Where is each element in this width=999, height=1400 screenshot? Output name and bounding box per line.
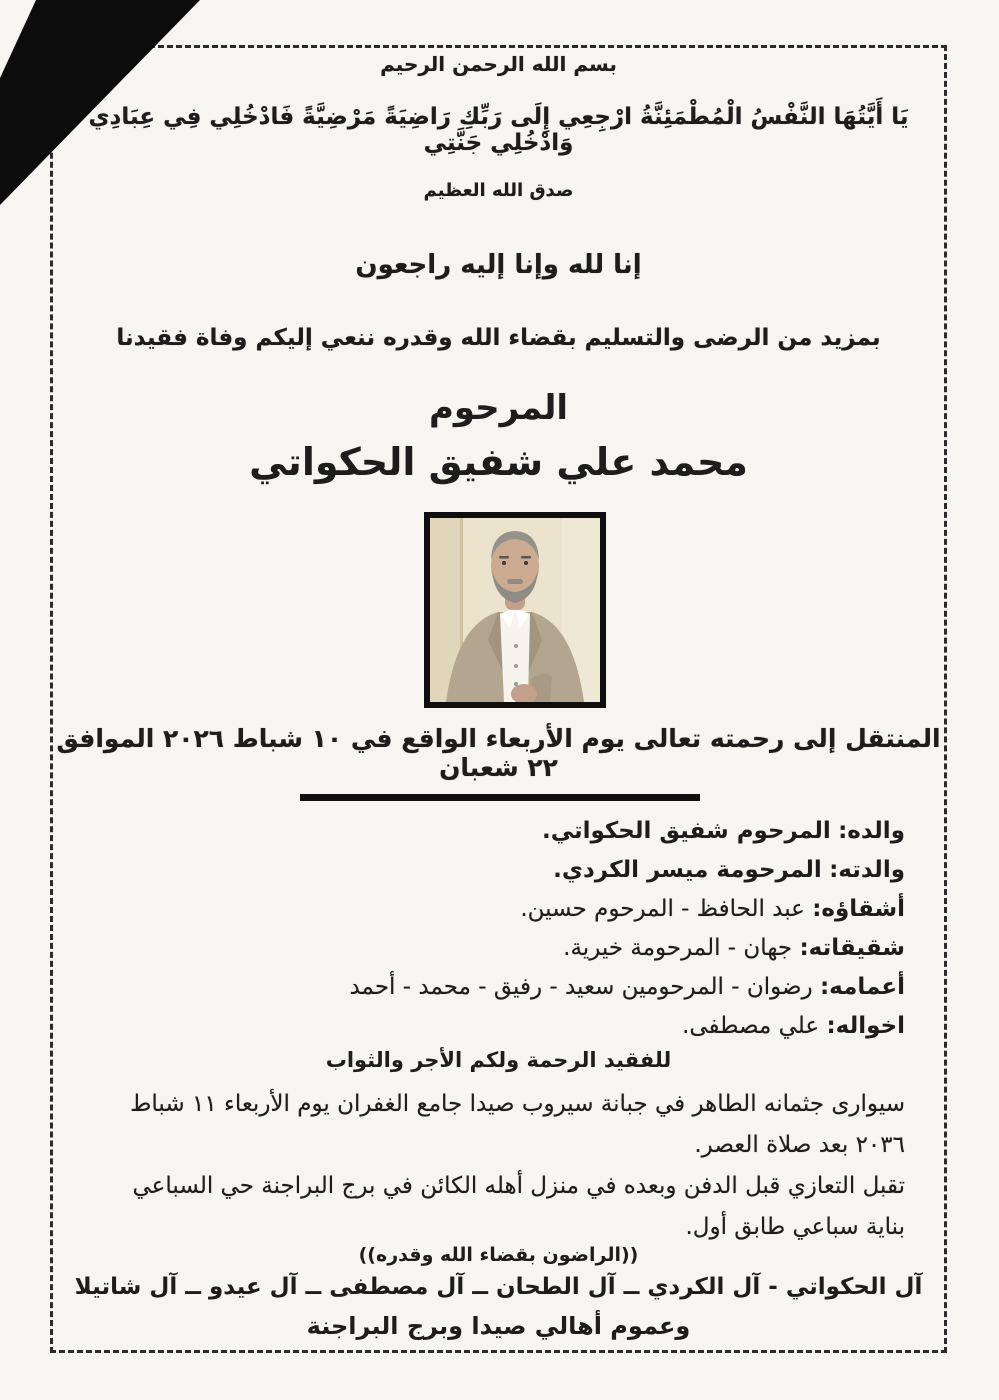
announcement-intro: بمزيد من الرضى والتسليم بقضاء الله وقدره ننعي إليكم وفاة فقيدنا: [116, 325, 881, 351]
condolence-line: للفقيد الرحمة ولكم الأجر والثواب: [325, 1048, 672, 1072]
deceased-photo: [424, 512, 606, 708]
family-row-father: [105, 812, 905, 851]
family-value: المرحوم شفيق الحكواتي.: [541, 818, 831, 844]
death-date-line: المنتقل إلى رحمته تعالى يوم الأربعاء الواقع في ١٠ شباط ٢٠٢٦ الموافق ٢٢ شعبان: [56, 724, 941, 782]
family-value: جهان - المرحومة خيرية.: [563, 935, 793, 961]
deceased-name: محمد علي شفيق الحكواتي: [249, 440, 748, 484]
mourning-families-line: آل الحكواتي - آل الكردي ــ آل الطحان ــ آل مصطفى ــ آل عيدو ــ آل شاتيلا: [74, 1274, 923, 1300]
family-label: شقيقاته:: [799, 935, 905, 961]
family-label: والدته:: [829, 857, 905, 883]
family-row-mother: [105, 851, 905, 890]
family-list: [105, 812, 905, 1046]
family-value: علي مصطفى.: [682, 1013, 820, 1039]
community-line: وعموم أهالي صيدا وبرج البراجنة: [306, 1312, 691, 1340]
section-divider: [300, 794, 700, 801]
family-label: والده:: [838, 818, 905, 844]
accepting-decree-line: ((الراضون بقضاء الله وقدره)): [358, 1244, 639, 1266]
family-row-brothers: [105, 890, 905, 929]
family-value: المرحومة ميسر الكردي.: [553, 857, 822, 883]
sadaqa-allah-text: صدق الله العظيم: [423, 180, 574, 201]
family-row-maternal-uncles: [105, 1007, 905, 1046]
family-value: رضوان - المرحومين سعيد - رفيق - محمد - أحمد: [349, 974, 813, 1000]
deceased-title: المرحوم: [428, 388, 569, 428]
basmala-text: بسم الله الرحمن الرحيم: [380, 52, 617, 76]
family-row-paternal-uncles: [105, 968, 905, 1007]
family-row-sisters: [105, 929, 905, 968]
istirja-text: إنا لله وإنا إليه راجعون: [355, 250, 642, 280]
family-label: أشقاؤه:: [812, 896, 905, 922]
burial-details: سيوارى جثمانه الطاهر في جبانة سيروب صيدا جامع الغفران يوم الأربعاء ١١ شباط ٢٠٣٦ بعد صلاة العصر.: [130, 1091, 905, 1158]
quran-verse: يَا أَيَّتُهَا النَّفْسُ الْمُطْمَئِنَّةُ ارْجِعِي إِلَى رَبِّكِ رَاضِيَةً مَرْضِيَّةً فَادْخُلِي فِي عِبَادِي وَادْخُلِي جَنَّتِي: [88, 104, 909, 156]
deceased-portrait-graphic: [430, 518, 600, 702]
family-label: أعمامه:: [819, 974, 905, 1000]
family-label: اخواله:: [826, 1013, 905, 1039]
family-value: عبد الحافظ - المرحوم حسين.: [520, 896, 805, 922]
condolences-location: تقبل التعازي قبل الدفن وبعده في منزل أهله الكائن في برج البراجنة حي السباعي بناية سباعي طابق أول.: [132, 1173, 905, 1240]
